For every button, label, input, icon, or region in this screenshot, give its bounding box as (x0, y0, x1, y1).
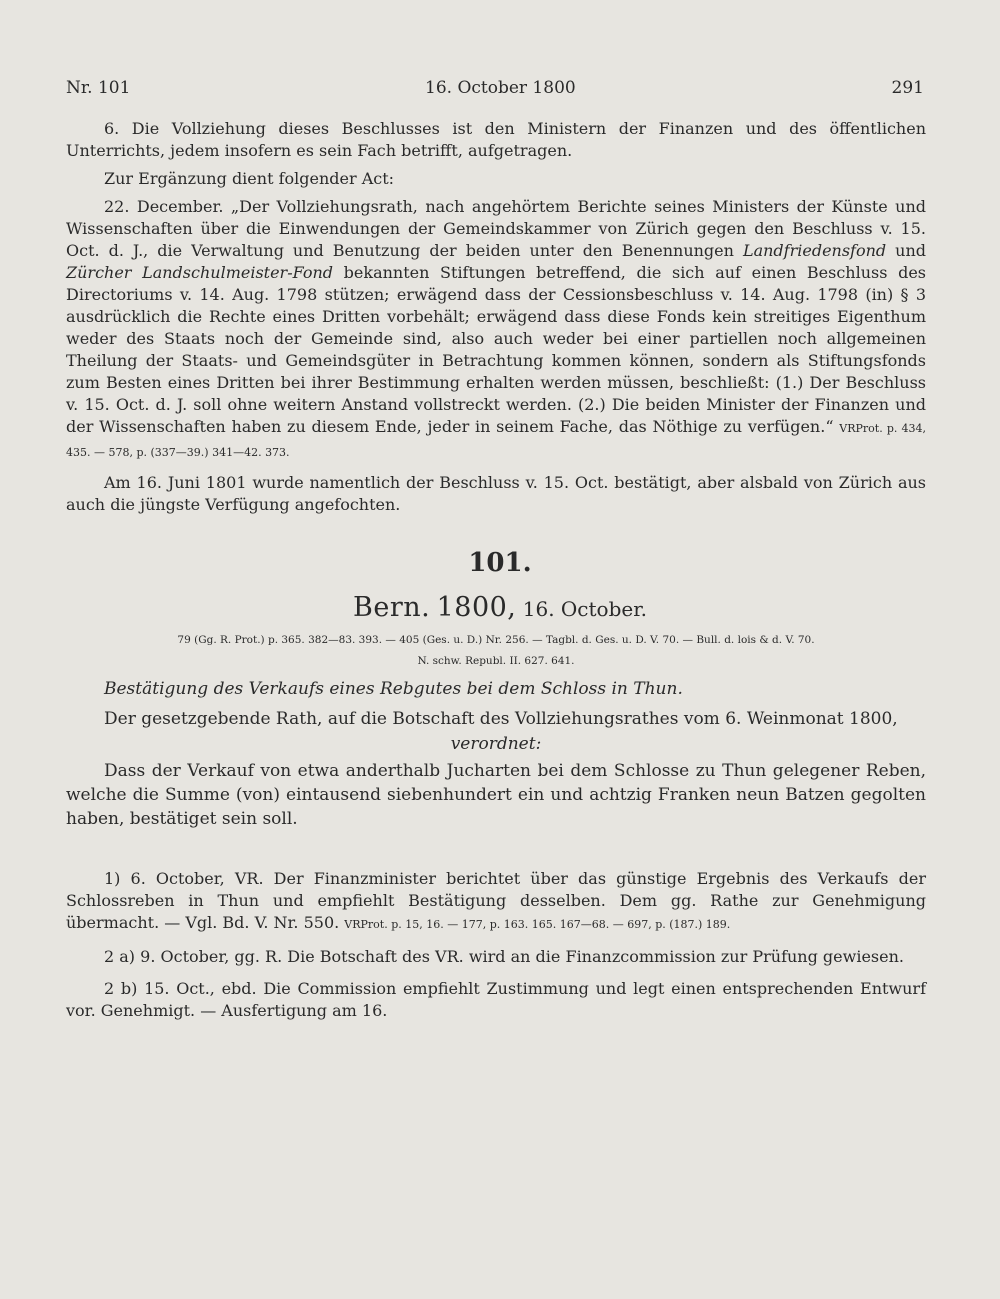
document-subject: Bestätigung des Verkaufs eines Rebgutes bei dem Schloss in Thun. (104, 679, 683, 699)
act-fund-name-1: Landfriedensfond (742, 241, 887, 260)
page-number: 291 (891, 78, 924, 98)
document-heading (0, 592, 1000, 623)
notes (66, 868, 926, 1022)
act-fund-name-2: Zürcher Landschulmeister-Fond (66, 263, 334, 282)
running-header (0, 78, 1000, 102)
note-1 (66, 868, 926, 936)
paragraph-act-december (66, 196, 926, 464)
note-2b: 2 b) 15. Oct., ebd. Die Commission empfiehlt Zustimmung und legt einen entsprechenden Entwurf vor. Genehmigt. — Ausfertigung am 16. (66, 979, 926, 1020)
sources-line-1: 79 (Gg. R. Prot.) p. 365. 382—83. 393. — 405 (Ges. u. D.) Nr. 256. — Tagbl. d. Ges. u. D. V. 70. — Bull. d. lois & d. V. 70. (177, 634, 815, 646)
paragraph-item-6: 6. Die Vollziehung dieses Beschlusses ist den Ministern der Finanzen und des öffentlichen Unterrichts, jedem insofern es sein Fach betrifft, aufgetragen. (66, 119, 926, 160)
act-text-1: 22. December. „Der Vollziehungsrath, nach angehörtem Berichte seines Ministers der Künste und Wissenschaften über die Einwendungen der Gemeindskammer von Zürich gegen den Beschluss v. 15. Oct. d. J., die Verwaltung und Benutzung der beiden unter den Benennungen (66, 197, 926, 260)
decree-body (66, 707, 926, 831)
heading-date: 16. October. (522, 597, 647, 621)
sources-line-2: N. schw. Republ. II. 627. 641. (417, 655, 575, 667)
decree-text: Dass der Verkauf von etwa anderthalb Jucharten bei dem Schlosse zu Thun gelegener Reben, welche die Summe (von) eintausend siebenhundert ein und achtzig Franken neun Batzen gegolten haben, bestätiget sein soll. (66, 761, 926, 829)
note-1-text: 1) 6. October, VR. Der Finanzminister berichtet über das günstige Ergebnis des Verkaufs der Schlossreben in Thun und empfiehlt Bestätigung desselben. Dem gg. Rathe zur Genehmigung übermacht. — Vgl. Bd. V. Nr. 550. (66, 869, 926, 932)
previous-document-end (66, 118, 926, 516)
verordnet: verordnet: (450, 734, 542, 754)
note-1-reference: VRProt. p. 15, 16. — 177, p. 163. 165. 167—68. — 697, p. (187.) 189. (344, 918, 731, 931)
preamble: Der gesetzgebende Rath, auf die Botschaft des Vollziehungsrathes vom 6. Weinmonat 1800, (104, 709, 898, 729)
note-2a: 2 a) 9. October, gg. R. Die Botschaft des VR. wird an die Finanzcommission zur Prüfung gewiesen. (104, 947, 904, 966)
header-number: Nr. 101 (66, 78, 131, 98)
heading-year: 1800, (436, 592, 517, 623)
paragraph-follow-up: Am 16. Juni 1801 wurde namentlich der Beschluss v. 15. Oct. bestätigt, aber alsbald von Zürich aus auch die jüngste Verfügung angefochten. (66, 473, 926, 514)
source-reference: VRProt. p. 434, 435. — 578, p. (337—39.) 341—42. 373. (66, 422, 927, 459)
document-number: 101. (468, 548, 532, 578)
heading-place: Bern. (353, 592, 431, 623)
header-date: 16. October 1800 (425, 78, 576, 98)
act-text-3: bekannten Stiftungen betreffend, die sich auf einen Beschluss des Directoriums v. 14. Aug. 1798 stützen; erwägend dass der Cessionsbeschluss v. 14. Aug. 1798 (in) § 3 ausdrücklich die Rechte eines Dritten vorbehält; erwägend dass diese Fonds kein streitiges Eigenthum weder des Staats noch der Gemeinde sind, also auch weder bei einer partiellen noch allgemeinen Theilung der Staats- und Gemeindsgüter in Betrachtung kommen können, sondern als Stiftungsfonds zum Besten eines Dritten bei ihrer Bestimmung erhalten werden müssen, beschließt: (1.) Der Beschluss v. 15. Oct. d. J. soll ohne weitern Anstand vollstreckt werden. (2.) Die beiden Minister der Finanzen und der Wissenschaften haben zu diesem Ende, jeder in seinem Fache, das Nöthige zu verfügen.“ (66, 263, 927, 436)
paragraph-supplement-intro: Zur Ergänzung dient folgender Act: (104, 169, 395, 188)
act-text-2: und (886, 241, 927, 260)
